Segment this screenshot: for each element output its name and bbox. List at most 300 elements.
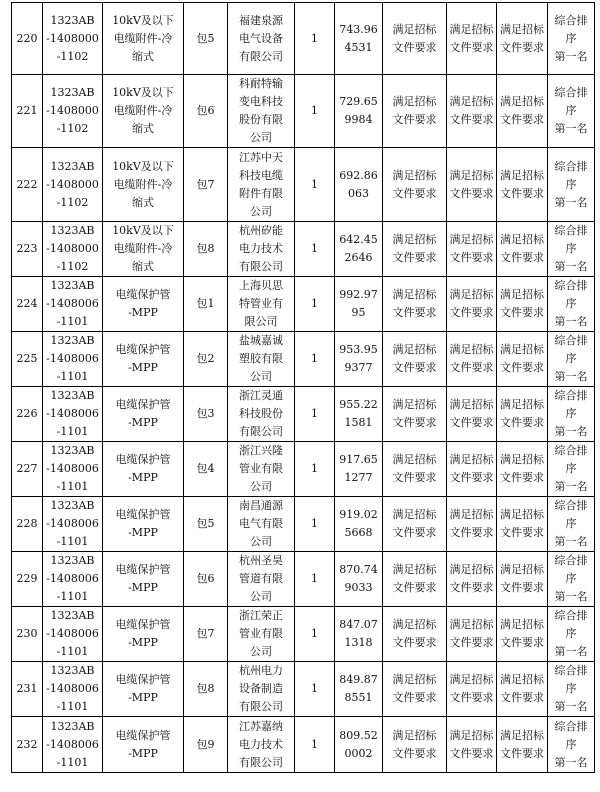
- material-code-cell: [43, 497, 103, 552]
- material-code: 1323AB -1408006 -1101: [46, 554, 99, 603]
- response-business-cell: [383, 75, 447, 148]
- response-technical-cell: [447, 662, 497, 717]
- row-number: 222: [16, 177, 38, 191]
- material-name: 电缆保护管 -MPP: [115, 618, 171, 649]
- response-qualification-cell: [497, 717, 548, 773]
- material-name-cell: [103, 717, 184, 773]
- bid-price-cell: [335, 607, 383, 662]
- response-qualification: 满足招标 文件要求: [500, 288, 544, 319]
- quantity: 1: [311, 104, 318, 117]
- response-technical: 满足招标 文件要求: [449, 95, 494, 126]
- package-number: 包6: [196, 572, 215, 585]
- bid-price-cell: [335, 75, 383, 148]
- response-technical-cell: [447, 387, 497, 442]
- package-number: 包9: [196, 737, 215, 751]
- winning-company-cell: [228, 3, 295, 75]
- table-row: [12, 222, 595, 277]
- winning-company: 杭州电力 设备制造 有限公司: [239, 664, 283, 713]
- response-technical: 满足招标 文件要求: [449, 343, 494, 374]
- ranking-result: 综合排序 第一名: [554, 86, 588, 135]
- row-number-cell: [12, 662, 43, 717]
- package-number-cell: [184, 442, 228, 497]
- winning-company-cell: [228, 662, 295, 717]
- material-code-cell: [43, 387, 103, 442]
- ranking-result: 综合排序 第一名: [554, 279, 588, 328]
- winning-company-cell: [228, 75, 295, 148]
- ranking-result: 综合排序 第一名: [554, 159, 588, 209]
- material-code: 1323AB -1408006 -1101: [46, 609, 99, 658]
- quantity-cell: [295, 75, 335, 148]
- bid-price: 917.65 1277: [339, 453, 378, 484]
- winning-company-cell: [228, 442, 295, 497]
- response-business-cell: [383, 277, 447, 332]
- material-code: 1323AB -1408006 -1101: [46, 279, 99, 328]
- quantity: 1: [311, 31, 318, 45]
- row-number-cell: [12, 387, 43, 442]
- material-code: 1323AB -1408006 -1101: [46, 664, 99, 713]
- ranking-result-cell: [548, 442, 595, 497]
- row-number-cell: [12, 442, 43, 497]
- row-number: 226: [16, 407, 38, 420]
- response-business: 满足招标 文件要求: [392, 673, 437, 704]
- response-qualification-cell: [497, 552, 548, 607]
- material-name: 电缆保护管 -MPP: [115, 398, 171, 429]
- row-number: 229: [16, 572, 38, 585]
- response-technical: 满足招标 文件要求: [449, 398, 494, 429]
- response-business: 满足招标 文件要求: [392, 563, 437, 594]
- quantity: 1: [311, 627, 318, 640]
- winning-company-cell: [228, 387, 295, 442]
- row-number: 220: [16, 31, 38, 45]
- row-number-cell: [12, 277, 43, 332]
- package-number: 包7: [196, 177, 215, 191]
- response-business-cell: [383, 387, 447, 442]
- winning-company-cell: [228, 497, 295, 552]
- bid-price: 642.45 2646: [339, 233, 378, 264]
- package-number: 包7: [196, 627, 215, 640]
- ranking-result-cell: [548, 75, 595, 148]
- row-number: 221: [16, 104, 38, 117]
- response-qualification: 满足招标 文件要求: [500, 343, 544, 374]
- bid-results-table: [11, 2, 595, 773]
- package-number-cell: [184, 148, 228, 222]
- material-code: 1323AB -1408006 -1101: [46, 334, 99, 383]
- row-number: 225: [16, 352, 38, 365]
- response-business-cell: [383, 442, 447, 497]
- quantity: 1: [311, 177, 318, 191]
- bid-price: 847.07 1318: [339, 618, 378, 649]
- row-number: 228: [16, 517, 38, 530]
- bid-price-cell: [335, 277, 383, 332]
- package-number-cell: [184, 3, 228, 75]
- response-business: 满足招标 文件要求: [392, 95, 437, 126]
- response-business: 满足招标 文件要求: [392, 453, 437, 484]
- winning-company: 上海贝思 特管业有 限公司: [239, 279, 283, 328]
- table-row: [12, 332, 595, 387]
- ranking-result-cell: [548, 497, 595, 552]
- row-number-cell: [12, 717, 43, 773]
- response-technical-cell: [447, 717, 497, 773]
- row-number-cell: [12, 75, 43, 148]
- bid-price-cell: [335, 552, 383, 607]
- quantity-cell: [295, 332, 335, 387]
- material-name-cell: [103, 332, 184, 387]
- quantity-cell: [295, 717, 335, 773]
- ranking-result: 综合排序 第一名: [554, 13, 588, 63]
- response-technical-cell: [447, 552, 497, 607]
- material-name-cell: [103, 497, 184, 552]
- response-business: 满足招标 文件要求: [392, 618, 437, 649]
- response-qualification-cell: [497, 607, 548, 662]
- package-number: 包2: [196, 352, 215, 365]
- response-business: 满足招标 文件要求: [392, 233, 437, 264]
- bid-price: 992.97 95: [339, 288, 378, 319]
- response-technical: 满足招标 文件要求: [449, 728, 494, 760]
- row-number-cell: [12, 222, 43, 277]
- bid-price: 953.95 9377: [339, 343, 378, 374]
- material-code: 1323AB -1408000 -1102: [46, 13, 99, 63]
- table-row: [12, 607, 595, 662]
- response-qualification: 满足招标 文件要求: [500, 453, 544, 484]
- response-business: 满足招标 文件要求: [392, 343, 437, 374]
- response-qualification-cell: [497, 75, 548, 148]
- response-business-cell: [383, 607, 447, 662]
- material-name-cell: [103, 607, 184, 662]
- row-number: 227: [16, 462, 38, 475]
- material-name: 电缆保护管 -MPP: [115, 728, 171, 760]
- row-number: 231: [16, 682, 38, 695]
- package-number: 包8: [196, 682, 215, 695]
- quantity-cell: [295, 222, 335, 277]
- ranking-result-cell: [548, 222, 595, 277]
- winning-company-cell: [228, 277, 295, 332]
- winning-company-cell: [228, 222, 295, 277]
- package-number-cell: [184, 387, 228, 442]
- response-technical: 满足招标 文件要求: [449, 22, 494, 54]
- material-code: 1323AB -1408000 -1102: [46, 86, 99, 135]
- response-qualification: 满足招标 文件要求: [500, 95, 544, 126]
- bid-price-cell: [335, 3, 383, 75]
- table-row: [12, 277, 595, 332]
- response-technical: 满足招标 文件要求: [449, 508, 494, 539]
- bid-price: 692.86 063: [339, 168, 378, 200]
- response-qualification: 满足招标 文件要求: [500, 673, 544, 704]
- response-qualification: 满足招标 文件要求: [500, 233, 544, 264]
- response-technical-cell: [447, 277, 497, 332]
- package-number-cell: [184, 277, 228, 332]
- table-row: [12, 75, 595, 148]
- material-name: 电缆保护管 -MPP: [115, 563, 171, 594]
- bid-price-cell: [335, 222, 383, 277]
- ranking-result: 综合排序 第一名: [554, 224, 588, 273]
- winning-company: 江苏嘉纳 电力技术 有限公司: [239, 719, 283, 769]
- bid-price-cell: [335, 148, 383, 222]
- material-name-cell: [103, 442, 184, 497]
- response-qualification: 满足招标 文件要求: [500, 618, 544, 649]
- package-number-cell: [184, 662, 228, 717]
- response-qualification: 满足招标 文件要求: [500, 508, 544, 539]
- package-number: 包5: [196, 517, 215, 530]
- quantity: 1: [311, 242, 318, 255]
- response-technical-cell: [447, 148, 497, 222]
- material-code-cell: [43, 222, 103, 277]
- quantity-cell: [295, 387, 335, 442]
- row-number-cell: [12, 3, 43, 75]
- material-code: 1323AB -1408006 -1101: [46, 444, 99, 493]
- winning-company-cell: [228, 607, 295, 662]
- bid-price: 729.65 9984: [339, 95, 378, 126]
- table-row: [12, 442, 595, 497]
- ranking-result: 综合排序 第一名: [554, 444, 588, 493]
- package-number-cell: [184, 222, 228, 277]
- package-number: 包5: [196, 31, 215, 45]
- material-code-cell: [43, 717, 103, 773]
- material-name-cell: [103, 662, 184, 717]
- response-technical: 满足招标 文件要求: [449, 563, 494, 594]
- table-row: [12, 552, 595, 607]
- material-name: 10kV及以下 电缆附件-冷 缩式: [112, 86, 174, 135]
- material-name-cell: [103, 387, 184, 442]
- quantity-cell: [295, 552, 335, 607]
- winning-company: 杭州矽能 电力技术 有限公司: [239, 224, 283, 273]
- winning-company: 江苏中天 科技电缆 附件有限 公司: [239, 150, 283, 218]
- winning-company: 盐城嘉诚 塑胶有限 公司: [239, 334, 283, 383]
- response-business-cell: [383, 497, 447, 552]
- bid-price-cell: [335, 497, 383, 552]
- material-code-cell: [43, 75, 103, 148]
- response-qualification: 满足招标 文件要求: [500, 398, 544, 429]
- winning-company-cell: [228, 717, 295, 773]
- response-qualification-cell: [497, 442, 548, 497]
- package-number: 包6: [196, 104, 215, 117]
- response-business-cell: [383, 222, 447, 277]
- material-code: 1323AB -1408000 -1102: [46, 224, 99, 273]
- response-business-cell: [383, 148, 447, 222]
- response-technical-cell: [447, 75, 497, 148]
- package-number: 包1: [196, 297, 215, 310]
- quantity: 1: [311, 737, 318, 751]
- quantity-cell: [295, 3, 335, 75]
- material-name: 10kV及以下 电缆附件-冷 缩式: [112, 224, 174, 273]
- response-business: 满足招标 文件要求: [392, 22, 437, 54]
- bid-price: 870.74 9033: [339, 563, 378, 594]
- row-number-cell: [12, 497, 43, 552]
- bid-price-cell: [335, 387, 383, 442]
- response-technical-cell: [447, 332, 497, 387]
- response-business-cell: [383, 3, 447, 75]
- winning-company-cell: [228, 332, 295, 387]
- ranking-result-cell: [548, 607, 595, 662]
- ranking-result: 综合排序 第一名: [554, 719, 588, 769]
- bid-price: 955.22 1581: [339, 398, 378, 429]
- winning-company: 科耐特输 变电科技 股份有限 公司: [239, 77, 283, 144]
- quantity: 1: [311, 572, 318, 585]
- response-business: 满足招标 文件要求: [392, 288, 437, 319]
- ranking-result: 综合排序 第一名: [554, 664, 588, 713]
- bid-price: 919.02 5668: [339, 508, 378, 539]
- material-name: 电缆保护管 -MPP: [115, 343, 171, 374]
- response-technical-cell: [447, 3, 497, 75]
- material-code: 1323AB -1408006 -1101: [46, 389, 99, 438]
- ranking-result-cell: [548, 662, 595, 717]
- response-qualification: 满足招标 文件要求: [500, 563, 544, 594]
- quantity: 1: [311, 352, 318, 365]
- material-name: 10kV及以下 电缆附件-冷 缩式: [112, 13, 174, 63]
- quantity: 1: [311, 517, 318, 530]
- quantity-cell: [295, 662, 335, 717]
- winning-company: 浙江灵通 科技股份 有限公司: [239, 389, 283, 438]
- material-name-cell: [103, 148, 184, 222]
- winning-company: 杭州圣昊 管道有限 公司: [239, 554, 283, 603]
- ranking-result-cell: [548, 332, 595, 387]
- response-technical: 满足招标 文件要求: [449, 618, 494, 649]
- response-qualification-cell: [497, 222, 548, 277]
- material-code: 1323AB -1408000 -1102: [46, 159, 99, 209]
- response-qualification-cell: [497, 332, 548, 387]
- response-business-cell: [383, 332, 447, 387]
- response-qualification-cell: [497, 497, 548, 552]
- response-qualification-cell: [497, 148, 548, 222]
- response-technical-cell: [447, 607, 497, 662]
- response-technical: 满足招标 文件要求: [449, 673, 494, 704]
- quantity-cell: [295, 497, 335, 552]
- material-code-cell: [43, 148, 103, 222]
- quantity: 1: [311, 462, 318, 475]
- material-name: 电缆保护管 -MPP: [115, 453, 171, 484]
- ranking-result: 综合排序 第一名: [554, 389, 588, 438]
- response-business: 满足招标 文件要求: [392, 728, 437, 760]
- response-qualification-cell: [497, 3, 548, 75]
- material-name: 电缆保护管 -MPP: [115, 288, 171, 319]
- winning-company: 浙江兴隆 管业有限 公司: [239, 444, 283, 493]
- table-row: [12, 662, 595, 717]
- ranking-result: 综合排序 第一名: [554, 499, 588, 548]
- material-name-cell: [103, 552, 184, 607]
- response-qualification: 满足招标 文件要求: [500, 168, 544, 200]
- package-number-cell: [184, 497, 228, 552]
- quantity-cell: [295, 277, 335, 332]
- package-number-cell: [184, 552, 228, 607]
- row-number-cell: [12, 607, 43, 662]
- table-row: [12, 387, 595, 442]
- material-code-cell: [43, 552, 103, 607]
- response-technical: 满足招标 文件要求: [449, 453, 494, 484]
- package-number-cell: [184, 332, 228, 387]
- response-technical: 满足招标 文件要求: [449, 288, 494, 319]
- row-number-cell: [12, 148, 43, 222]
- material-name-cell: [103, 277, 184, 332]
- material-name-cell: [103, 3, 184, 75]
- bid-price: 809.52 0002: [339, 728, 378, 760]
- material-code-cell: [43, 662, 103, 717]
- response-business: 满足招标 文件要求: [392, 398, 437, 429]
- material-code: 1323AB -1408006 -1101: [46, 719, 99, 769]
- package-number: 包8: [196, 242, 215, 255]
- table-row: [12, 3, 595, 75]
- material-code-cell: [43, 442, 103, 497]
- response-business-cell: [383, 552, 447, 607]
- response-technical: 满足招标 文件要求: [449, 168, 494, 200]
- quantity: 1: [311, 407, 318, 420]
- row-number-cell: [12, 552, 43, 607]
- row-number: 223: [16, 242, 38, 255]
- ranking-result: 综合排序 第一名: [554, 334, 588, 383]
- bid-price-cell: [335, 662, 383, 717]
- ranking-result-cell: [548, 277, 595, 332]
- response-technical: 满足招标 文件要求: [449, 233, 494, 264]
- winning-company: 浙江荣正 管业有限 公司: [239, 609, 283, 658]
- winning-company-cell: [228, 552, 295, 607]
- row-number: 230: [16, 627, 38, 640]
- response-qualification-cell: [497, 387, 548, 442]
- table-row: [12, 717, 595, 773]
- material-code-cell: [43, 3, 103, 75]
- quantity: 1: [311, 297, 318, 310]
- bid-price-cell: [335, 332, 383, 387]
- quantity: 1: [311, 682, 318, 695]
- ranking-result-cell: [548, 3, 595, 75]
- ranking-result-cell: [548, 148, 595, 222]
- table-row: [12, 148, 595, 222]
- material-name: 电缆保护管 -MPP: [115, 508, 171, 539]
- package-number-cell: [184, 717, 228, 773]
- ranking-result: 综合排序 第一名: [554, 609, 588, 658]
- material-name: 10kV及以下 电缆附件-冷 缩式: [112, 159, 174, 209]
- row-number-cell: [12, 332, 43, 387]
- response-qualification: 满足招标 文件要求: [500, 22, 544, 54]
- bid-price-cell: [335, 442, 383, 497]
- response-qualification-cell: [497, 277, 548, 332]
- material-name-cell: [103, 75, 184, 148]
- table-row: [12, 497, 595, 552]
- package-number-cell: [184, 607, 228, 662]
- response-business-cell: [383, 717, 447, 773]
- ranking-result: 综合排序 第一名: [554, 554, 588, 603]
- winning-company-cell: [228, 148, 295, 222]
- ranking-result-cell: [548, 387, 595, 442]
- winning-company: 福建泉源 电气设备 有限公司: [239, 13, 283, 63]
- response-technical-cell: [447, 442, 497, 497]
- quantity-cell: [295, 442, 335, 497]
- material-code-cell: [43, 607, 103, 662]
- material-code-cell: [43, 277, 103, 332]
- response-business-cell: [383, 662, 447, 717]
- response-technical-cell: [447, 497, 497, 552]
- material-name-cell: [103, 222, 184, 277]
- row-number: 224: [16, 297, 38, 310]
- row-number: 232: [16, 737, 38, 751]
- package-number: 包4: [196, 462, 215, 475]
- ranking-result-cell: [548, 552, 595, 607]
- material-code: 1323AB -1408006 -1101: [46, 499, 99, 548]
- bid-price: 743.96 4531: [339, 22, 378, 54]
- response-business: 满足招标 文件要求: [392, 168, 437, 200]
- response-qualification-cell: [497, 662, 548, 717]
- quantity-cell: [295, 607, 335, 662]
- material-code-cell: [43, 332, 103, 387]
- ranking-result-cell: [548, 717, 595, 773]
- response-business: 满足招标 文件要求: [392, 508, 437, 539]
- quantity-cell: [295, 148, 335, 222]
- response-technical-cell: [447, 222, 497, 277]
- bid-price: 849.87 8551: [339, 673, 378, 704]
- response-qualification: 满足招标 文件要求: [500, 728, 544, 760]
- winning-company: 南昌通源 电气有限 公司: [239, 499, 283, 548]
- material-name: 电缆保护管 -MPP: [115, 673, 171, 704]
- package-number: 包3: [196, 407, 215, 420]
- package-number-cell: [184, 75, 228, 148]
- bid-price-cell: [335, 717, 383, 773]
